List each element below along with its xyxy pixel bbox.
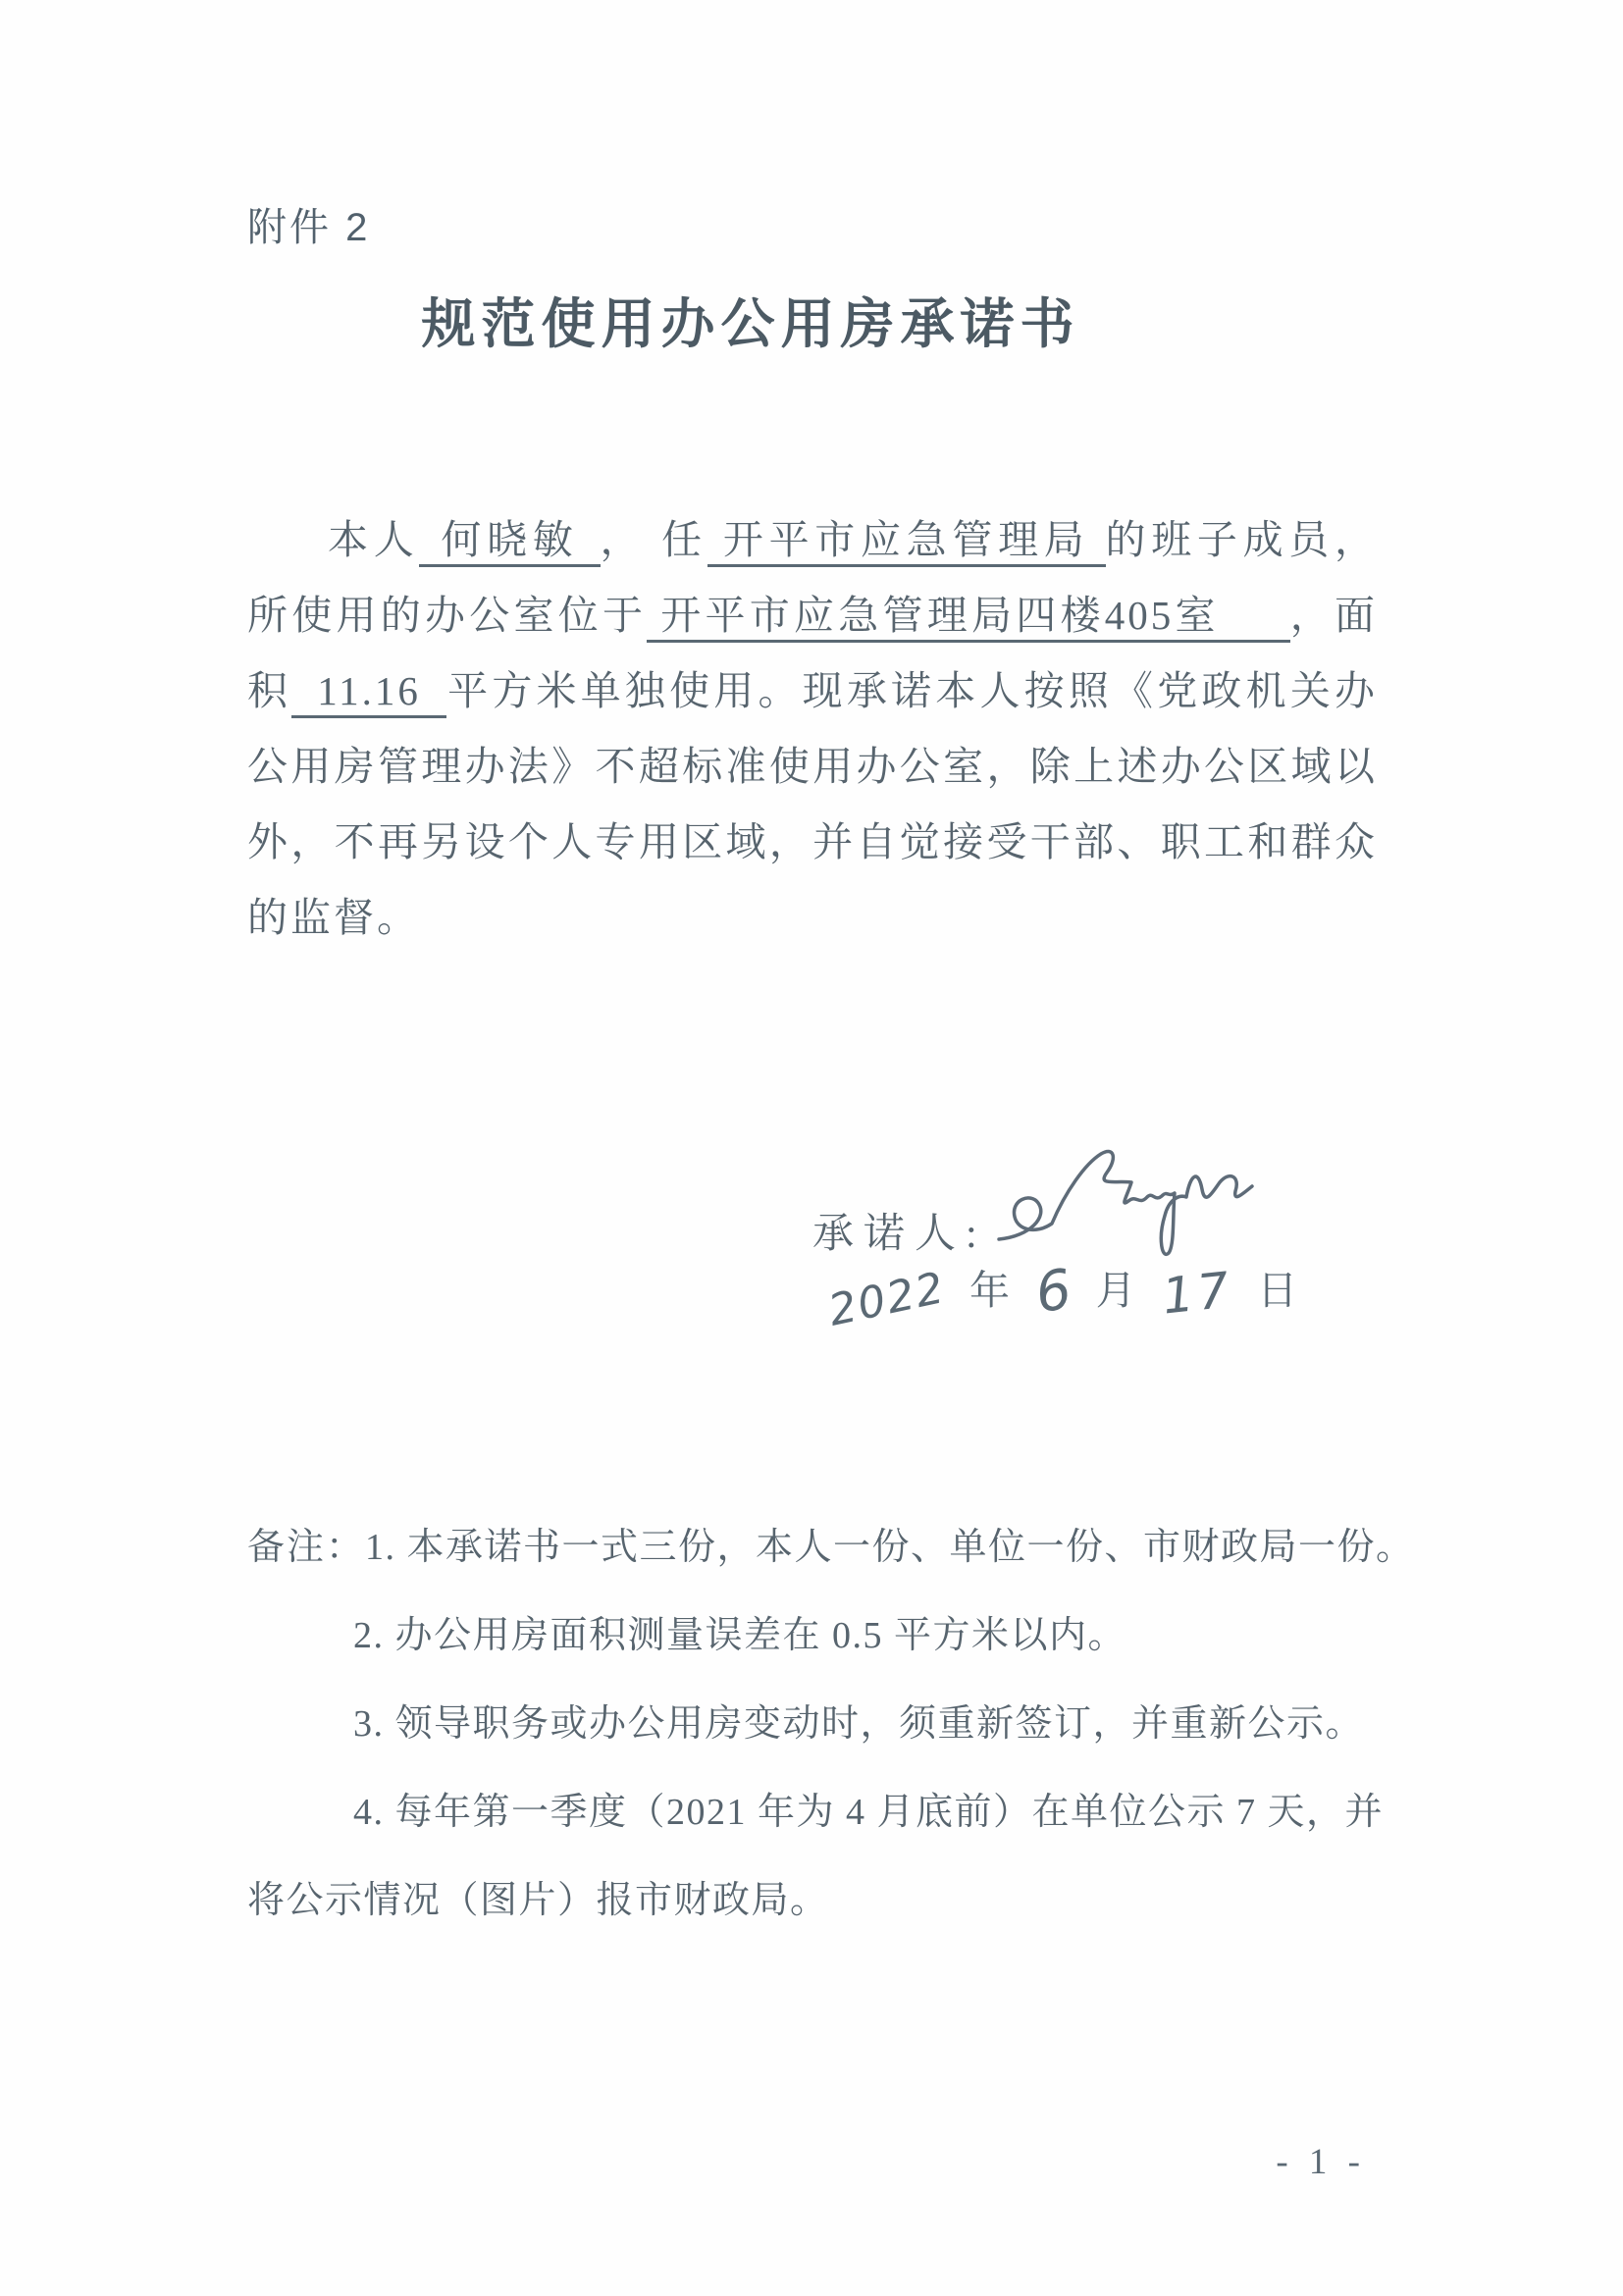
day-unit: 日 (1257, 1268, 1298, 1313)
body-line2-suffix: ，面 (1289, 593, 1378, 638)
note-line-5: 将公示情况（图片）报市财政局。 (247, 1880, 829, 1921)
body-line-1 (247, 502, 1378, 578)
body-line-5: 外，不再另设个人专用区域，并自觉接受干部、职工和群众 (247, 819, 1378, 864)
body-line1-prefix: 本人 (328, 517, 420, 562)
office-location-blank: 开平市应急管理局四楼405室 (647, 593, 1290, 643)
signer-label: 承诺人: (812, 1212, 987, 1257)
date-year: 2022 (824, 1262, 951, 1336)
area-blank: 11.16 (291, 668, 446, 718)
year-unit: 年 (969, 1268, 1010, 1313)
body-line-4: 公用房管理办法》不超标准使用办公室，除上述办公区域以 (247, 744, 1378, 789)
body-line-3 (247, 653, 1378, 729)
notes-section (247, 1503, 1444, 1945)
attachment-label: 附件 2 (247, 206, 371, 249)
notes-label: 备注： (247, 1527, 366, 1568)
body-line-6: 的监督。 (247, 895, 420, 940)
commitment-body (247, 502, 1378, 956)
body-line2-prefix: 所使用的办公室位于 (247, 593, 648, 638)
body-line1-suffix: 的班子成员， (1105, 517, 1379, 562)
organization-blank: 开平市应急管理局 (707, 517, 1106, 567)
note-line-3: 3. 领导职务或办公用房变动时，须重新签订，并重新公示。 (353, 1703, 1365, 1745)
note-line-4: 4. 每年第一季度（2021 年为 4 月底前）在单位公示 7 天，并 (353, 1792, 1385, 1833)
body-line1-mid: ， 任 (600, 517, 707, 562)
body-line3-prefix: 积 (247, 668, 292, 713)
page-title: 规范使用办公用房承诺书 (421, 294, 1080, 354)
date-month: 6 (1031, 1257, 1075, 1327)
note-item-1: 1. 本承诺书一式三份，本人一份、单位一份、市财政局一份。 (365, 1527, 1415, 1568)
note-line-2: 2. 办公用房面积测量误差在 0.5 平方米以内。 (353, 1615, 1127, 1656)
body-line-2 (247, 578, 1378, 653)
body-line3-suffix: 平方米单独使用。现承诺本人按照《党政机关办 (445, 668, 1379, 713)
note-line-1 (247, 1503, 1444, 1592)
handwritten-date (824, 1254, 1298, 1336)
name-blank: 何晓敏 (419, 517, 600, 567)
date-day: 17 (1159, 1261, 1235, 1326)
month-unit: 月 (1095, 1268, 1136, 1313)
page-number: - 1 - (1276, 2142, 1366, 2182)
